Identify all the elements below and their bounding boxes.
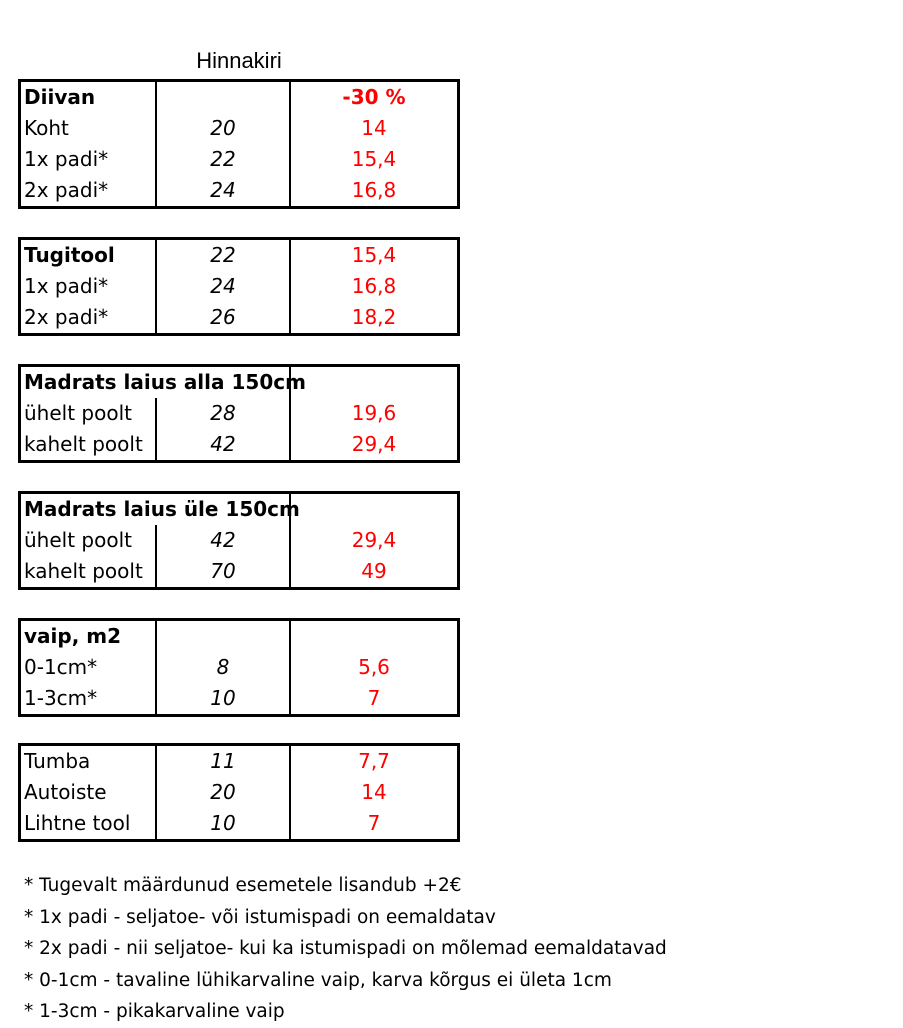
item-price: 8 (216, 655, 230, 679)
table-row (21, 398, 457, 429)
item-label: kahelt poolt (24, 432, 143, 456)
discounted-price: 16,8 (351, 274, 397, 298)
discounted-price: 29,4 (351, 432, 397, 456)
table-row (21, 556, 457, 587)
item-price: 22 (210, 243, 236, 267)
item-price: 20 (210, 780, 236, 804)
item-label: 2x padi* (24, 305, 109, 329)
discounted-price: 14 (361, 780, 387, 804)
item-label: ühelt poolt (24, 528, 132, 552)
item-label: kahelt poolt (24, 559, 143, 583)
block-header-row (21, 494, 457, 525)
discounted-price: 7 (367, 686, 381, 710)
item-label: Tugitool (24, 243, 115, 267)
footnote: * Tugevalt määrdunud esemetele lisandub +2€ (24, 875, 462, 896)
page-title: Hinnakiri (196, 48, 282, 73)
table-row (21, 144, 457, 175)
item-label: 1x padi* (24, 147, 109, 171)
price-block-misc (18, 743, 460, 842)
discounted-price: 29,4 (351, 528, 397, 552)
item-price: 22 (210, 147, 236, 171)
table-row (21, 175, 457, 206)
footnotes (24, 870, 667, 1028)
table-row (21, 777, 457, 808)
price-block-diivan (18, 79, 460, 209)
discounted-price: 7 (367, 811, 381, 835)
item-price: 24 (210, 274, 236, 298)
discounted-price: 16,8 (351, 178, 397, 202)
item-price (158, 82, 288, 113)
discounted-price: 15,4 (351, 243, 397, 267)
discounted-price: 18,2 (351, 305, 397, 329)
item-price: 42 (210, 528, 236, 552)
discounted-price: 5,6 (358, 655, 390, 679)
table-row (21, 302, 457, 333)
discounted-price: 14 (361, 116, 387, 140)
item-label: Madrats laius alla 150cm (24, 370, 306, 394)
block-header-row (21, 82, 457, 113)
discounted-price: 19,6 (351, 401, 397, 425)
item-label: Tumba (24, 749, 91, 773)
footnote: * 2x padi - nii seljatoe- kui ka istumispadi on mõlemad eemaldatavad (24, 938, 667, 959)
footnote: * 0-1cm - tavaline lühikarvaline vaip, karva kõrgus ei ületa 1cm (24, 969, 612, 991)
block-header-row (21, 367, 457, 398)
price-block-madrats-alla (18, 364, 460, 463)
item-price: 24 (210, 178, 236, 202)
item-label: Madrats laius üle 150cm (24, 497, 300, 521)
price-block-vaip (18, 618, 460, 717)
table-row (21, 525, 457, 556)
item-label: 0-1cm* (24, 655, 98, 679)
item-label: Diivan (24, 85, 96, 109)
footnote: * 1x padi - seljatoe- või istumispadi on eemaldatav (24, 906, 496, 928)
item-price: 28 (210, 401, 236, 425)
discounted-price: 49 (361, 559, 387, 583)
item-label: Autoiste (24, 780, 107, 804)
table-row (21, 683, 457, 714)
item-price: 10 (210, 686, 236, 710)
item-price: 70 (210, 559, 236, 583)
table-row (21, 271, 457, 302)
item-label: 1x padi* (24, 274, 109, 298)
item-label: 2x padi* (24, 178, 109, 202)
table-row (21, 113, 457, 144)
item-price: 10 (210, 811, 236, 835)
block-header-row (21, 621, 457, 652)
item-price: 26 (210, 305, 236, 329)
item-price: 11 (210, 749, 236, 773)
item-label: Koht (24, 116, 69, 140)
discount-header: -30 % (342, 85, 406, 109)
block-header-row (21, 240, 457, 271)
item-label: ühelt poolt (24, 401, 132, 425)
discounted-price: 15,4 (351, 147, 397, 171)
item-price: 20 (210, 116, 236, 140)
discounted-price: 7,7 (358, 749, 390, 773)
footnote: * 1-3cm - pikakarvaline vaip (24, 1001, 285, 1022)
item-price: 42 (210, 432, 236, 456)
table-row (21, 746, 457, 777)
price-block-madrats-ule (18, 491, 460, 590)
table-row (21, 429, 457, 460)
table-row (21, 652, 457, 683)
item-label: Lihtne tool (24, 811, 131, 835)
item-label: vaip, m2 (24, 624, 122, 648)
price-block-tugitool (18, 237, 460, 336)
item-label: 1-3cm* (24, 686, 98, 710)
table-row (21, 808, 457, 839)
